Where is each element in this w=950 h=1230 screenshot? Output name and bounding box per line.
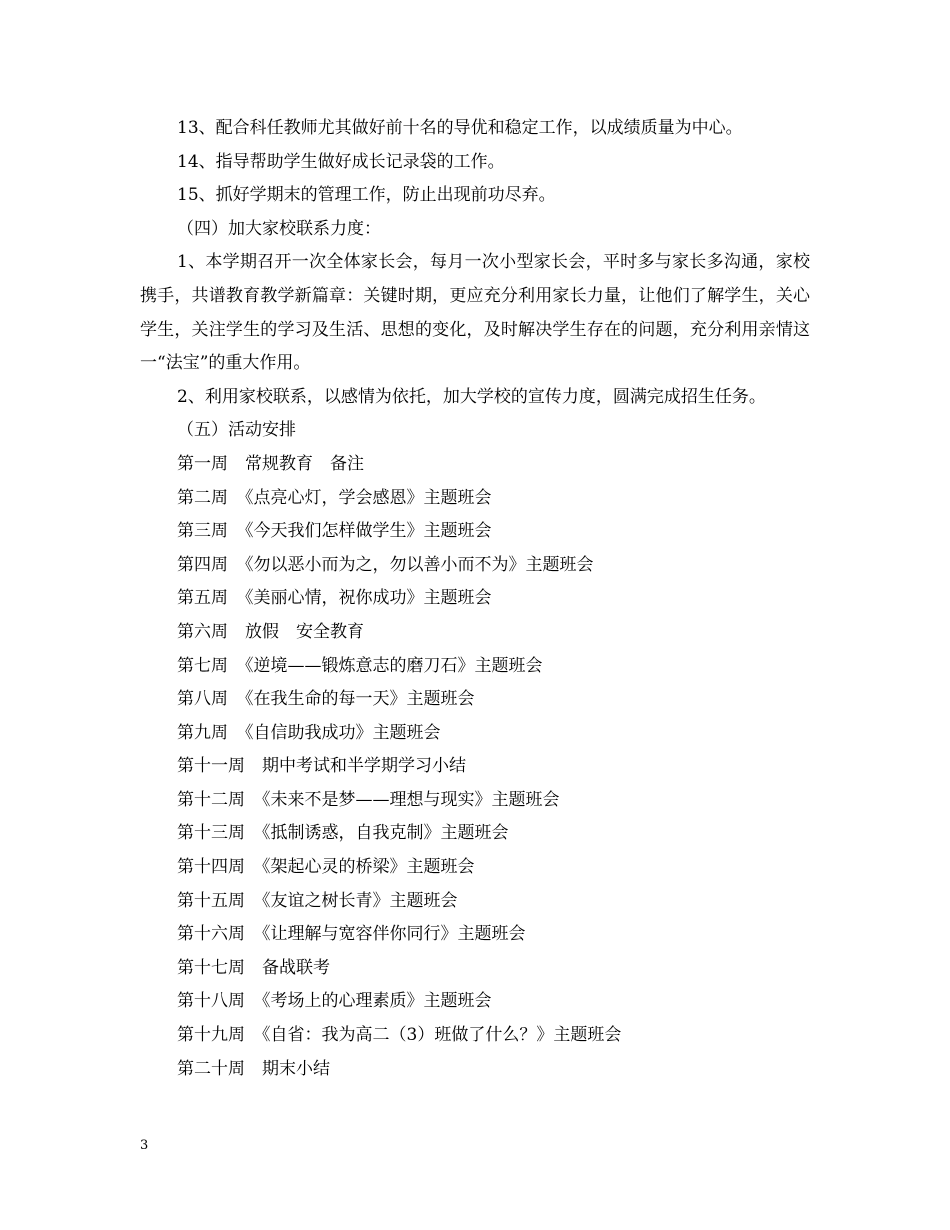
schedule-item: 第六周 放假 安全教育 <box>177 621 364 642</box>
paragraph-item-15: 15、抓好学期末的管理工作，防止出现前功尽弃。 <box>177 185 556 206</box>
schedule-item: 第五周 《美丽心情，祝你成功》主题班会 <box>177 588 492 609</box>
section-heading-activities: （五）活动安排 <box>177 420 296 441</box>
activity-schedule <box>140 448 810 1086</box>
schedule-item: 第十二周 《未来不是梦——理想与现实》主题班会 <box>177 789 560 810</box>
schedule-item: 第十一周 期中考试和半学期学习小结 <box>177 756 466 777</box>
paragraph-enrollment: 2、利用家校联系，以感情为依托，加大学校的宣传力度，圆满完成招生任务。 <box>177 386 766 407</box>
schedule-item: 第十七周 备战联考 <box>177 957 330 978</box>
paragraph-parent-meetings: 1、本学期召开一次全体家长会，每月一次小型家长会，平时多与家长多沟通，家校携手，共谱教育教学新篇章：关键时期，更应充分利用家长力量，让他们了解学生，关心学生，关注学生的学习及生活、思想的变化，及时解决学生存在的问题，充分利用亲情这一“法宝”的重大作用。 <box>140 252 810 374</box>
schedule-item: 第十三周 《抵制诱惑，自我克制》主题班会 <box>177 823 509 844</box>
schedule-item: 第四周 《勿以恶小而为之，勿以善小而不为》主题班会 <box>177 554 594 575</box>
schedule-item: 第九周 《自信助我成功》主题班会 <box>177 722 441 743</box>
schedule-item: 第二周 《点亮心灯，学会感恩》主题班会 <box>177 487 492 508</box>
page-number: 3 <box>140 1138 149 1153</box>
schedule-item: 第八周 《在我生命的每一天》主题班会 <box>177 689 475 710</box>
paragraph-item-13: 13、配合科任教师尤其做好前十名的导优和稳定工作，以成绩质量为中心。 <box>177 118 743 138</box>
schedule-item: 第七周 《逆境——锻炼意志的磨刀石》主题班会 <box>177 655 543 676</box>
schedule-item: 第十四周 《架起心灵的桥梁》主题班会 <box>177 857 475 878</box>
schedule-item: 第十八周 《考场上的心理素质》主题班会 <box>177 991 492 1012</box>
schedule-item: 第一周 常规教育 备注 <box>177 453 364 474</box>
schedule-item: 第十五周 《友谊之树长青》主题班会 <box>177 890 458 911</box>
schedule-item: 第三周 《今天我们怎样做学生》主题班会 <box>177 521 492 542</box>
schedule-item: 第十九周 《自省：我为高二（3）班做了什么？》主题班会 <box>177 1025 622 1046</box>
schedule-item: 第二十周 期末小结 <box>177 1058 330 1079</box>
paragraph-item-14: 14、指导帮助学生做好成长记录袋的工作。 <box>177 151 505 172</box>
schedule-item: 第十六周 《让理解与宽容伴你同行》主题班会 <box>177 924 526 945</box>
section-heading-home-school: （四）加大家校联系力度： <box>177 218 381 239</box>
page-content <box>140 112 810 1086</box>
